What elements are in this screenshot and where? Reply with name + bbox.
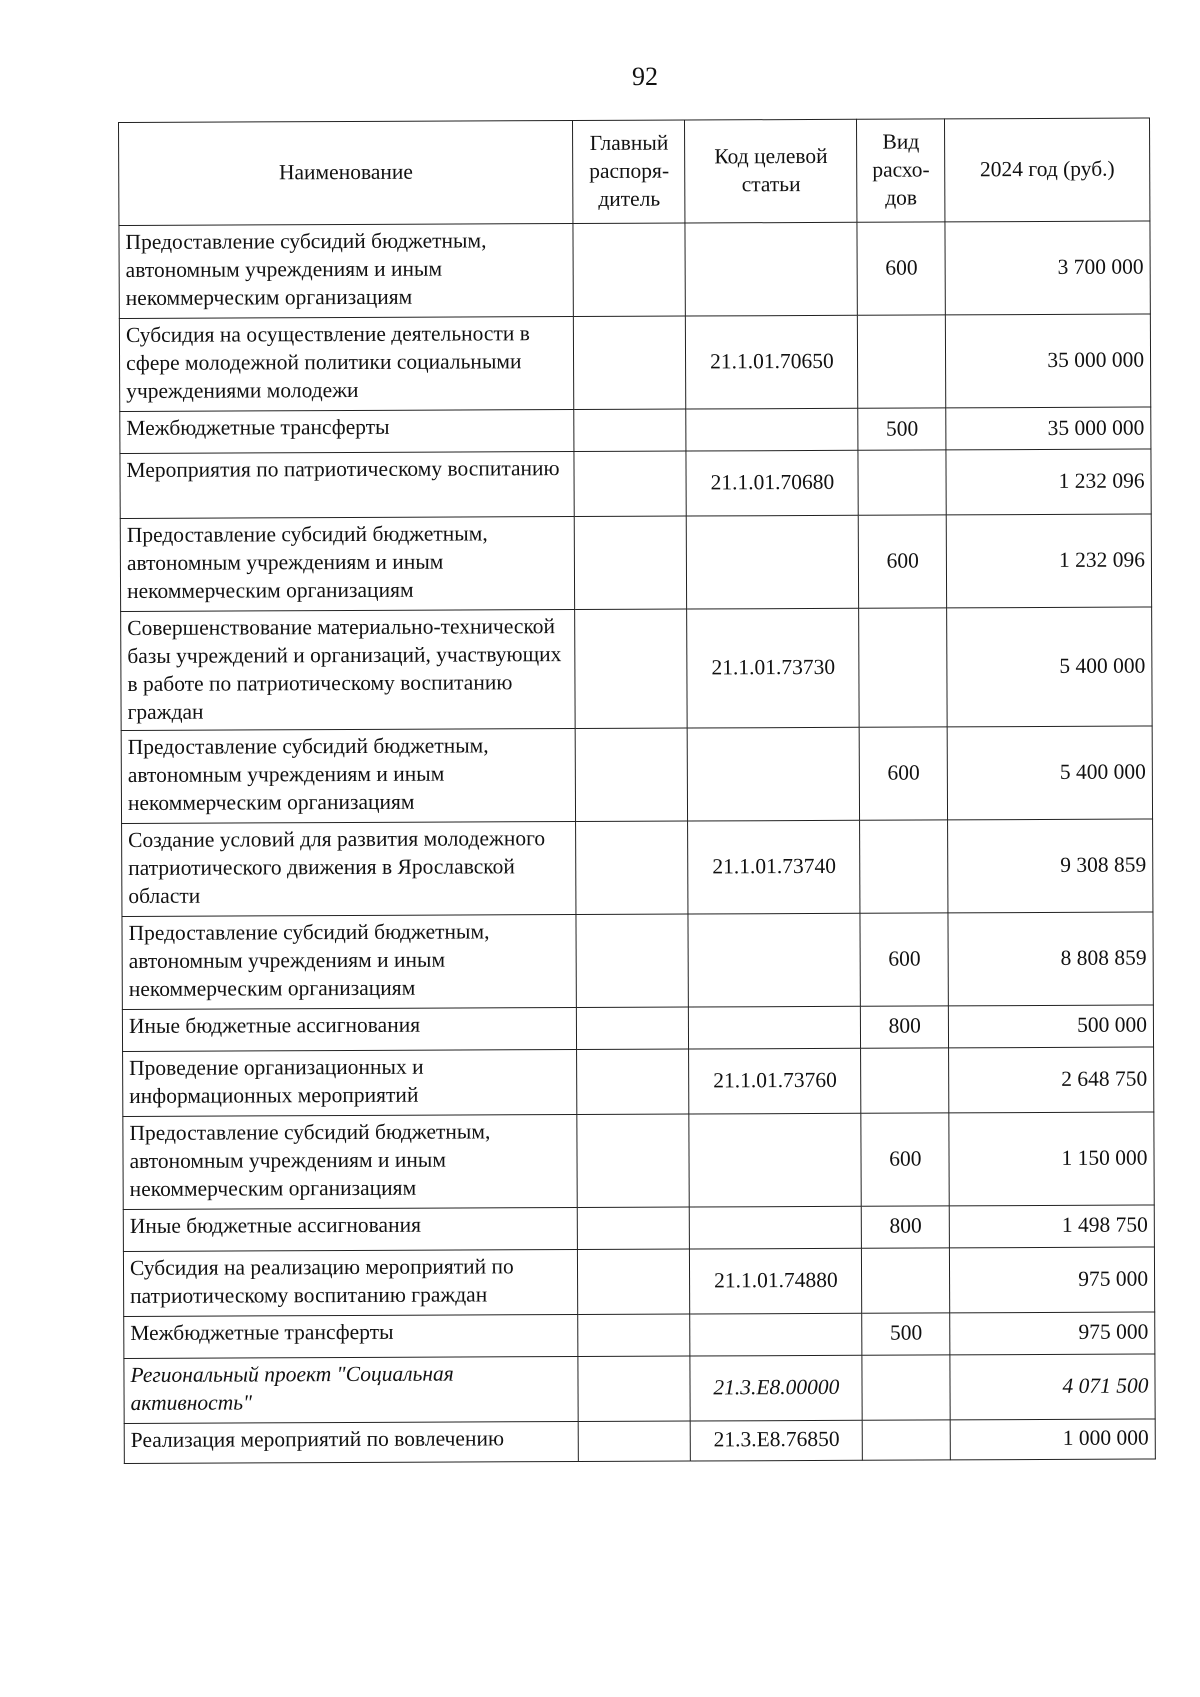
row-amount-cell: 1 232 096 (946, 514, 1151, 608)
row-code-cell (690, 1206, 862, 1249)
row-name-cell: Иные бюджетные ассигнования (123, 1207, 578, 1251)
row-code-cell: 21.1.01.73730 (687, 608, 859, 727)
row-admin-cell (574, 451, 686, 516)
row-name-cell: Региональный проект "Социальная активность" (124, 1356, 579, 1423)
row-code-cell (689, 1113, 861, 1207)
row-amount-cell: 35 000 000 (946, 314, 1151, 408)
row-type-cell: 500 (858, 408, 946, 450)
row-type-cell: 600 (861, 1113, 949, 1206)
table-row (119, 221, 1150, 318)
row-name-cell: Мероприятия по патриотическому воспитанию (120, 452, 575, 519)
row-name-cell: Предоставление субсидий бюджетным, автономным учреждениям и иным некоммерческим организациям (122, 914, 577, 1009)
row-amount-cell: 35 000 000 (946, 407, 1151, 450)
table-row (120, 514, 1151, 611)
row-admin-cell (579, 1421, 691, 1461)
row-admin-cell (577, 1049, 689, 1114)
table-row (120, 449, 1151, 518)
row-admin-cell (577, 1007, 689, 1049)
row-name-cell: Межбюджетные трансферты (124, 1314, 579, 1358)
row-amount-cell: 2 648 750 (949, 1047, 1154, 1113)
row-amount-cell: 4 071 500 (950, 1354, 1155, 1420)
row-name-cell: Совершенствование материально-технической базы учреждений и организаций, участвующих в работе по патриотическому воспитанию граждан (121, 610, 576, 731)
table-row (119, 314, 1150, 411)
row-type-cell (858, 315, 946, 408)
row-code-cell (685, 222, 857, 316)
budget-table (118, 117, 1156, 1463)
row-name-cell: Субсидия на осуществление деятельности в сфере молодежной политики социальными учреждениями молодежи (119, 317, 574, 412)
row-amount-cell: 1 232 096 (946, 449, 1151, 515)
table-row (120, 407, 1151, 453)
row-type-cell: 800 (861, 1006, 949, 1048)
row-amount-cell: 975 000 (950, 1312, 1155, 1355)
page-number: 92 (632, 62, 658, 91)
row-type-cell (860, 820, 948, 913)
row-code-cell (687, 515, 859, 609)
row-amount-cell: 1 000 000 (950, 1419, 1155, 1460)
row-name-cell: Создание условий для развития молодежного патриотического движения в Ярославской области (122, 821, 577, 916)
row-amount-cell: 9 308 859 (948, 819, 1153, 913)
row-name-cell: Предоставление субсидий бюджетным, автономным учреждениям и иным некоммерческим организациям (120, 517, 575, 612)
row-type-cell (862, 1248, 950, 1313)
table-row (123, 1205, 1154, 1251)
row-name-cell: Предоставление субсидий бюджетным, автономным учреждениям и иным некоммерческим организациям (121, 728, 576, 823)
row-code-cell (690, 1313, 862, 1356)
row-admin-cell (574, 316, 686, 409)
row-name-cell: Субсидия на реализацию мероприятий по патриотическому воспитанию граждан (123, 1249, 578, 1316)
row-name-cell: Межбюджетные трансферты (120, 410, 575, 454)
table-row (122, 1005, 1153, 1051)
header-code: Код целевой статьи (685, 119, 857, 223)
table-row (123, 1047, 1154, 1116)
table-row (124, 1354, 1155, 1423)
header-name: Наименование (119, 121, 574, 226)
row-type-cell: 600 (859, 727, 947, 820)
row-amount-cell: 975 000 (950, 1247, 1155, 1313)
row-code-cell: 21.1.01.73740 (688, 820, 860, 914)
row-name-cell: Иные бюджетные ассигнования (122, 1007, 577, 1051)
row-amount-cell: 1 498 750 (950, 1205, 1155, 1248)
row-code-cell (689, 1006, 861, 1049)
row-amount-cell: 5 400 000 (947, 726, 1152, 820)
row-amount-cell: 500 000 (949, 1005, 1154, 1048)
row-admin-cell (576, 821, 688, 914)
header-type: Вид расхо-дов (857, 119, 945, 222)
row-admin-cell (573, 223, 685, 316)
row-amount-cell: 3 700 000 (945, 221, 1150, 315)
row-name-cell: Реализация мероприятий по вовлечению (124, 1421, 579, 1463)
row-code-cell (688, 913, 860, 1007)
table-row (123, 1247, 1154, 1316)
row-type-cell: 500 (862, 1313, 950, 1355)
table-row (124, 1419, 1155, 1463)
row-type-cell: 600 (857, 222, 945, 315)
row-code-cell: 21.3.Е8.76850 (691, 1420, 863, 1461)
row-admin-cell (578, 1207, 690, 1249)
row-admin-cell (574, 409, 686, 451)
row-code-cell: 21.1.01.73760 (689, 1048, 861, 1114)
row-type-cell: 800 (862, 1206, 950, 1248)
row-type-cell (858, 450, 946, 515)
row-code-cell (688, 727, 860, 821)
table-row (124, 1312, 1155, 1358)
header-admin: Главный распоря-дитель (573, 120, 685, 223)
row-admin-cell (575, 609, 687, 728)
table-row (123, 1112, 1154, 1209)
row-type-cell (861, 1048, 949, 1113)
row-name-cell: Предоставление субсидий бюджетным, автономным учреждениям и иным некоммерческим организациям (123, 1114, 578, 1209)
row-amount-cell: 8 808 859 (948, 912, 1153, 1006)
row-admin-cell (578, 1356, 690, 1421)
table-row (122, 912, 1153, 1009)
row-admin-cell (575, 516, 687, 609)
row-code-cell: 21.1.01.70650 (686, 315, 858, 409)
row-type-cell (859, 608, 947, 727)
header-amount: 2024 год (руб.) (945, 118, 1150, 222)
row-type-cell (862, 1420, 950, 1460)
table-body (119, 221, 1155, 1463)
row-code-cell: 21.1.01.70680 (686, 450, 858, 516)
table-row (121, 726, 1152, 823)
row-type-cell: 600 (859, 515, 947, 608)
row-admin-cell (578, 1249, 690, 1314)
row-code-cell: 21.3.Е8.00000 (690, 1355, 862, 1421)
row-code-cell (686, 408, 858, 451)
row-admin-cell (578, 1314, 690, 1356)
row-amount-cell: 5 400 000 (947, 607, 1152, 727)
row-type-cell (862, 1355, 950, 1420)
row-admin-cell (576, 728, 688, 821)
row-amount-cell: 1 150 000 (949, 1112, 1154, 1206)
table-row (121, 607, 1153, 730)
row-type-cell: 600 (860, 913, 948, 1006)
row-name-cell: Проведение организационных и информационных мероприятий (123, 1049, 578, 1116)
row-name-cell: Предоставление субсидий бюджетным, автономным учреждениям и иным некоммерческим организациям (119, 224, 574, 319)
table-header-row (119, 118, 1150, 225)
row-admin-cell (576, 914, 688, 1007)
row-admin-cell (577, 1114, 689, 1207)
row-code-cell: 21.1.01.74880 (690, 1248, 862, 1314)
table-row (122, 819, 1153, 916)
